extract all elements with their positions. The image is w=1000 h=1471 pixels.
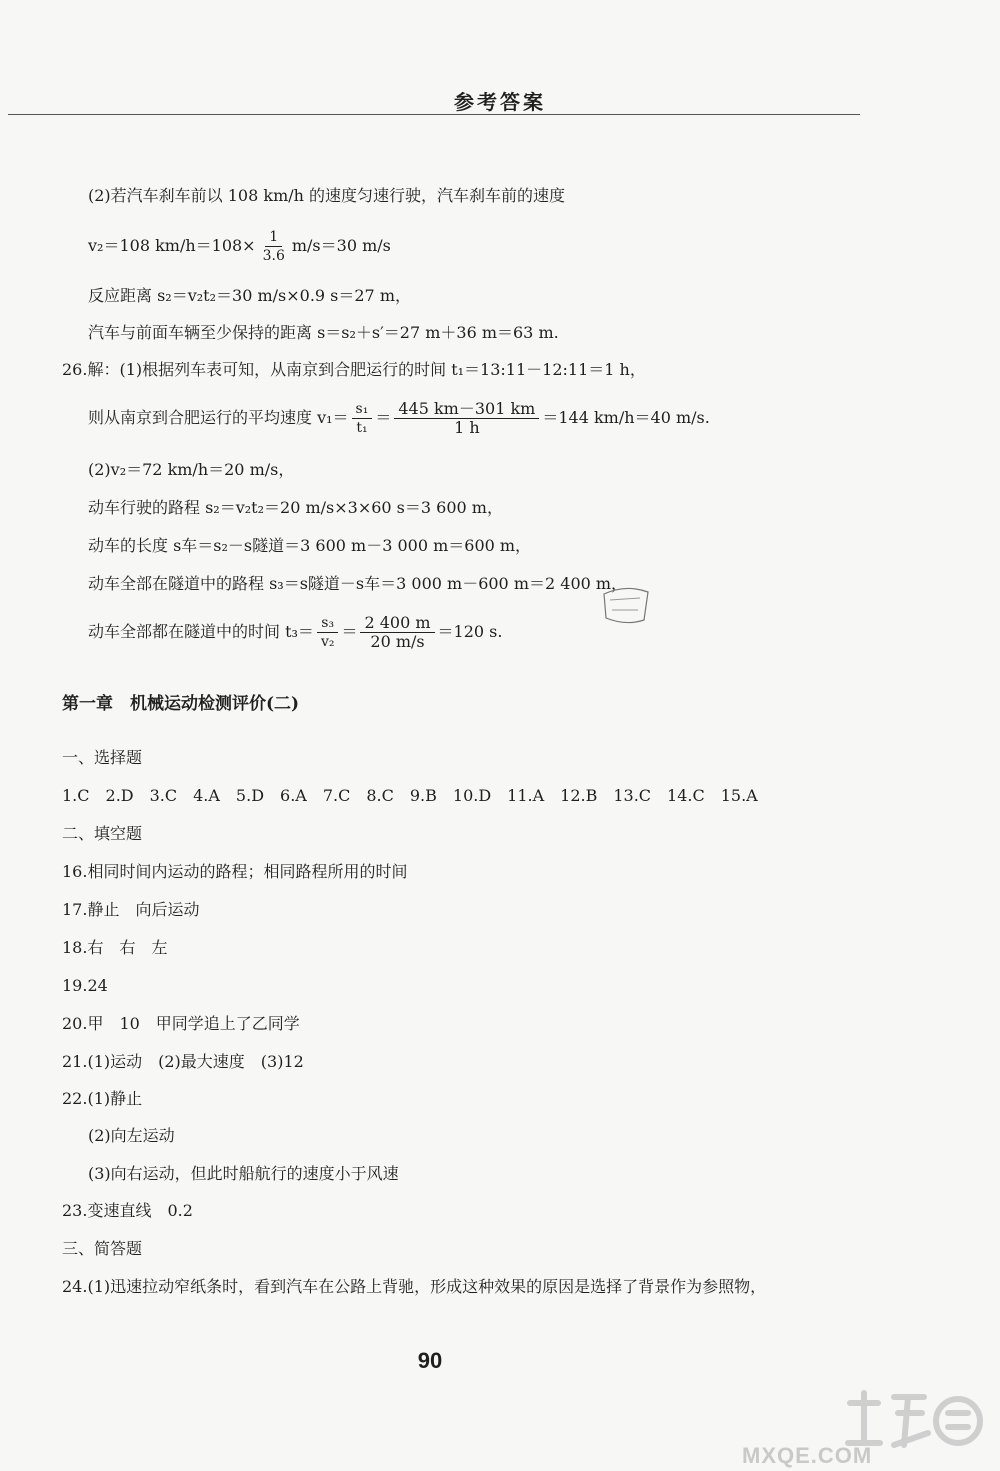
stamp-mark-icon — [596, 580, 656, 630]
fraction-numerator: 445 km－301 km — [394, 400, 539, 419]
answer-line: 动车全部在隧道中的路程 s₃＝s隧道－s车＝3 000 m－600 m＝2 400 m， — [88, 574, 628, 593]
section-heading: 二、填空题 — [62, 824, 143, 843]
fraction-denominator: 1 h — [454, 418, 480, 437]
answer-line: 21.(1)运动 (2)最大速度 (3)12 — [62, 1052, 304, 1071]
equals-sign: ＝ — [375, 408, 392, 427]
answer-line: 19.24 — [62, 976, 108, 995]
answer-line: 反应距离 s₂＝v₂t₂＝30 m/s×0.9 s＝27 m， — [88, 286, 411, 305]
answer-line: 24.(1)迅速拉动窄纸条时，看到汽车在公路上背驰，形成这种效果的原因是选择了背景作为参照物， — [62, 1277, 767, 1296]
fraction-numerator: 1 — [265, 228, 282, 247]
fraction-denominator: 20 m/s — [370, 632, 425, 651]
formula-text: ＝120 s. — [437, 622, 503, 641]
answer-line: 26.解：(1)根据列车表可知，从南京到合肥运行的时间 t₁＝13:11－12:11＝1 h， — [62, 360, 646, 379]
section-heading: 一、选择题 — [62, 748, 143, 767]
answer-line: (3)向右运动，但此时船航行的速度小于风速 — [88, 1164, 399, 1183]
answer-line: (2)若汽车刹车前以 108 km/h 的速度匀速行驶，汽车刹车前的速度 — [88, 186, 566, 205]
page-number: 90 — [417, 1348, 443, 1373]
formula-line — [88, 400, 710, 437]
answer-line: 动车行驶的路程 s₂＝v₂t₂＝20 m/s×3×60 s＝3 600 m， — [88, 498, 503, 517]
fraction-numerator: s₃ — [317, 614, 338, 633]
answer-line: 动车的长度 s车＝s₂－s隧道＝3 600 m－3 000 m＝600 m， — [88, 536, 532, 555]
chapter-title: 第一章 机械运动检测评价(二) — [62, 694, 300, 714]
choice-answers: 1.C 2.D 3.C 4.A 5.D 6.A 7.C 8.C 9.B 10.D 11.A 12.B 13.C 14.C 15.A — [62, 786, 758, 805]
answer-line: 18.右 右 左 — [62, 938, 168, 957]
fraction — [259, 228, 289, 265]
formula-text: 动车全部都在隧道中的时间 t₃＝ — [88, 622, 314, 641]
fraction-numerator: s₁ — [352, 400, 373, 419]
formula-line — [88, 614, 502, 651]
fraction-denominator: t₁ — [356, 420, 368, 436]
answer-line: (2)向左运动 — [88, 1126, 175, 1145]
fraction-denominator: v₂ — [320, 634, 335, 650]
fraction — [360, 614, 434, 651]
answer-line: 17.静止 向后运动 — [62, 900, 200, 919]
equals-sign: ＝ — [341, 622, 358, 641]
fraction — [394, 400, 539, 437]
answer-line: 23.变速直线 0.2 — [62, 1201, 193, 1220]
answer-line: 汽车与前面车辆至少保持的距离 s＝s₂＋s′＝27 m＋36 m＝63 m. — [88, 323, 559, 342]
answer-line: 20.甲 10 甲同学追上了乙同学 — [62, 1014, 300, 1033]
answer-line: 16.相同时间内运动的路程；相同路程所用的时间 — [62, 862, 408, 881]
section-heading: 三、简答题 — [62, 1239, 143, 1258]
formula-line — [88, 228, 391, 265]
formula-text: v₂＝108 km/h＝108× — [88, 236, 256, 255]
answer-line: (2)v₂＝72 km/h＝20 m/s， — [88, 460, 295, 479]
fraction-numerator: 2 400 m — [360, 614, 434, 633]
header-divider — [8, 114, 860, 115]
formula-text: ＝144 km/h＝40 m/s. — [542, 408, 710, 427]
formula-text: m/s＝30 m/s — [291, 236, 391, 255]
answer-line: 22.(1)静止 — [62, 1089, 143, 1108]
watermark-site-text: MXQE.COM — [742, 1443, 873, 1468]
fraction — [352, 400, 373, 437]
page-header-title: 参考答案 — [454, 90, 546, 114]
formula-text: 则从南京到合肥运行的平均速度 v₁＝ — [88, 408, 349, 427]
fraction — [317, 614, 339, 651]
fraction-denominator: 3.6 — [262, 248, 285, 264]
